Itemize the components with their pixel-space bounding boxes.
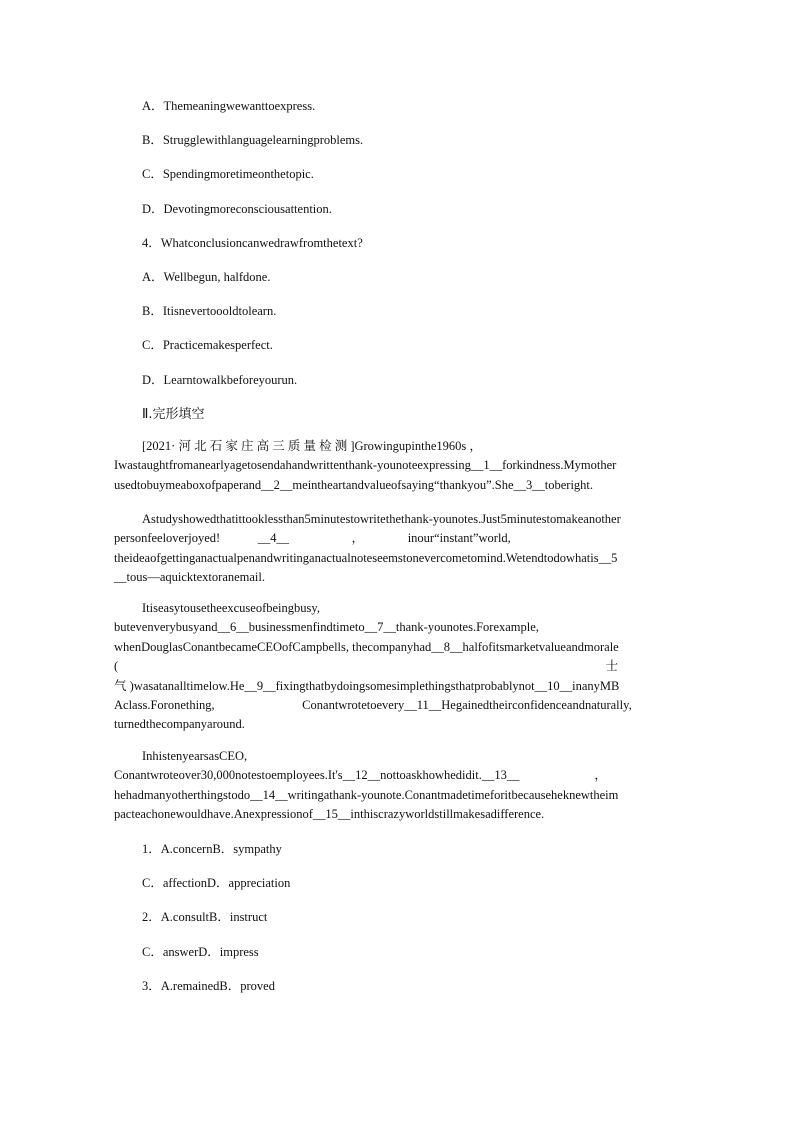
passage-line: Itiseasytousetheexcuseofbeingbusy, [142, 601, 320, 615]
passage-paragraph-2 [114, 510, 681, 588]
passage-line: pacteachonewouldhave.Anexpressionof__15__inthiscrazyworldstillmakesadifference. [114, 807, 545, 822]
answer-line: C．affectionD．appreciation [142, 876, 291, 890]
passage-line: Aclass.Foronething, Conantwrotetoevery__11__Hegainedtheirconfidenceandnaturally, [114, 698, 632, 713]
passage-line: usedtobuymeaboxofpaperand__2__meintheartandvalueofsaying“thankyou”.She__3__toberight. [114, 477, 594, 492]
q4-option-c: C．Practicemakesperfect. [142, 338, 273, 352]
passage-line: personfeeloverjoyed! __4__ ， inour“instant”world, [114, 531, 511, 546]
question-4: 4．Whatconclusioncanwedrawfromthetext? [142, 236, 363, 250]
q4-option-b: B．Itisnevertoooldtolearn. [142, 304, 277, 318]
passage-line: whenDouglasConantbecameCEOofCampbells, thecompanyhad__8__halfofitsmarketvalueandmorale [114, 639, 619, 654]
section-heading: Ⅱ.完形填空 [142, 407, 205, 422]
passage-line: __tous—aquicktextoranemail. [114, 570, 266, 585]
answer-line: 2．A.consultB．instruct [142, 910, 268, 924]
passage-paragraph-3 [114, 599, 681, 735]
passage-line: Conantwroteover30,000notestoemployees.It's__12__nottoaskhowhedidit.__13__ ， [114, 768, 607, 783]
passage-paragraph-1 [114, 437, 681, 495]
passage-paragraph-4 [114, 747, 681, 825]
passage-line: InhistenyearsasCEO, [142, 749, 248, 763]
q4-option-d: D．Learntowalkbeforeyourun. [142, 373, 298, 387]
answer-line: 3．A.remainedB．proved [142, 979, 275, 993]
q4-option-a: A．Wellbegun, halfdone. [142, 270, 271, 284]
passage-line: turnedthecompanyaround. [114, 717, 245, 732]
answer-line: 1．A.concernB．sympathy [142, 842, 282, 856]
passage-line: 气 )wasatanalltimelow.He__9__fixingthatbydoingsomesimplethingsthatprobablynot__10__inanyMB [114, 678, 620, 693]
passage-line: theideaofgettinganactualpenandwritinganactualnoteseemstonevercometomind.Wetendtodowhatis__5 [114, 550, 618, 565]
passage-line: [2021· 河 北 石 家 庄 高 三 质 量 检 测 ]Growingupinthe1960s ， [142, 439, 482, 453]
passage-line: ( 士 [114, 659, 619, 674]
option-d: D．Devotingmoreconsciousattention. [142, 202, 332, 216]
answer-line: C．answerD．impress [142, 945, 259, 959]
option-a: A．Themeaningwewanttoexpress. [142, 99, 316, 113]
passage-line: hehadmanyotherthingstodo__14__writingathank-younote.Conantmadetimeforitbecauseheknewtheim [114, 787, 619, 802]
passage-line: Iwastaughtfromanearlyagetosendahandwrittenthank-younoteexpressing__1__forkindness.Mymother [114, 458, 617, 473]
passage-line: Astudyshowedthatittooklessthan5minutestowritethethank-younotes.Just5minutestomakeanother [142, 512, 621, 526]
option-b: B．Strugglewithlanguagelearningproblems. [142, 133, 364, 147]
passage-line: butevenverybusyand__6__businessmenfindtimeto__7__thank-younotes.Forexample, [114, 620, 539, 635]
option-c: C．Spendingmoretimeonthetopic. [142, 167, 314, 181]
